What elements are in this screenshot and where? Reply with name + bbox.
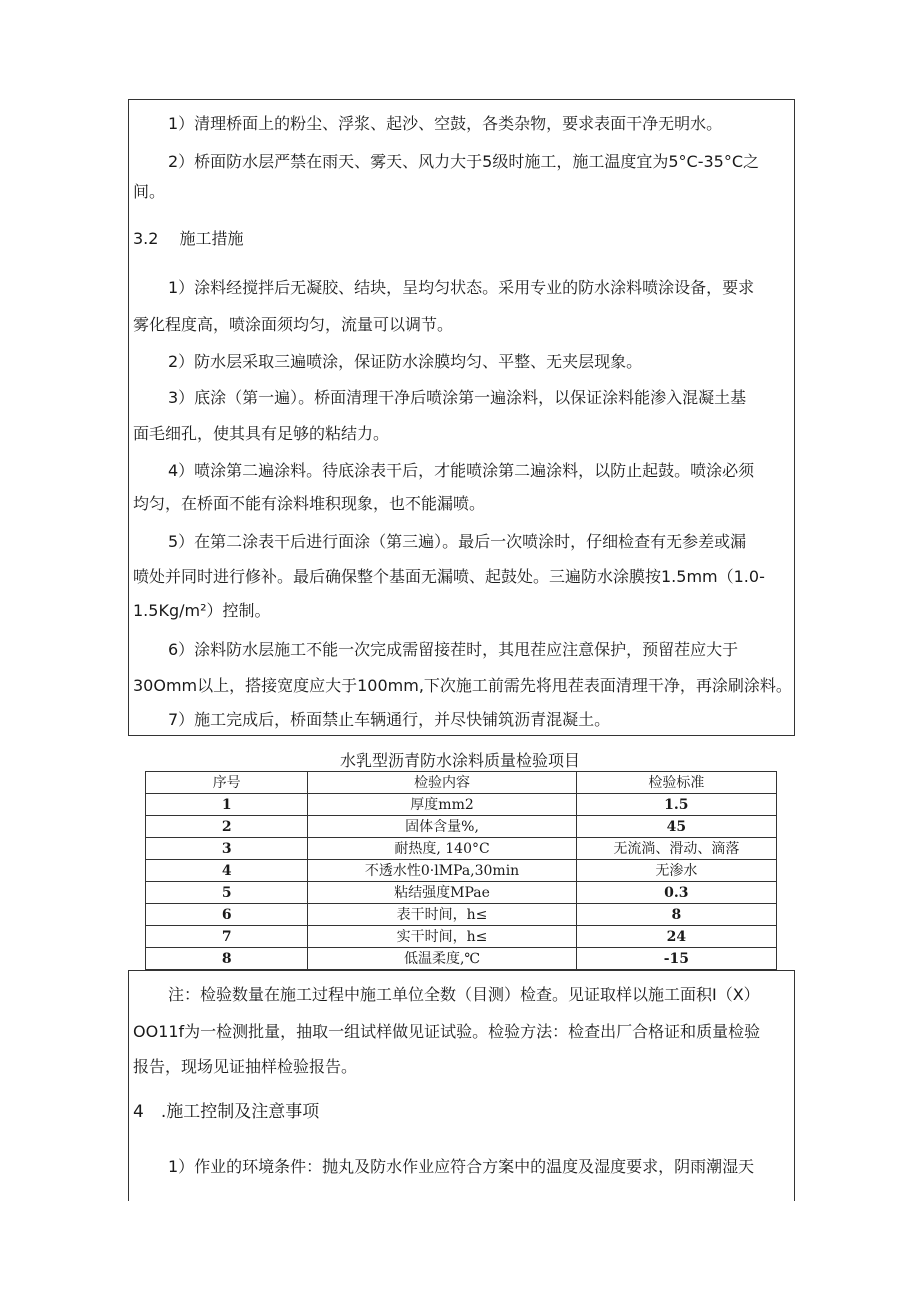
header-standard: 检验标准 [576, 772, 776, 794]
row-content: 表干时间，h≤ [308, 904, 576, 926]
row-standard: 无渗水 [576, 860, 776, 882]
section-heading-3-2: 3.2 施工措施 [133, 229, 244, 248]
table-row [146, 882, 777, 904]
measure-item-4-line2: 均匀，在桥面不能有涂料堆积现象，也不能漏喷。 [133, 494, 486, 513]
note-line-1: 注：检验数量在施工过程中施工单位全数（目测）检查。见证取样以施工面积I（X） [168, 985, 760, 1004]
row-standard: 1.5 [576, 794, 776, 816]
quality-inspection-table [145, 771, 777, 970]
measure-item-2: 2）防水层采取三遍喷涂，保证防水涂膜均匀、平整、无夹层现象。 [168, 352, 643, 371]
table-row [146, 860, 777, 882]
table-row [146, 926, 777, 948]
measure-item-5-line3: 1.5Kg∕m²）控制。 [133, 601, 271, 620]
row-seq: 6 [146, 904, 308, 926]
header-seq: 序号 [146, 772, 308, 794]
row-standard: 0.3 [576, 882, 776, 904]
prep-item-1: 1）清理桥面上的粉尘、浮浆、起沙、空鼓，各类杂物，要求表面干净无明水。 [168, 114, 723, 133]
measure-item-6-line2: 30Omm以上，搭接宽度应大于100mm,下次施工前需先将甩茬表面清理干净，再涂刷涂料。 [133, 676, 792, 695]
measure-item-6-line1: 6）涂料防水层施工不能一次完成需留接茬时，其甩茬应注意保护，预留茬应大于 [168, 640, 739, 659]
measure-item-3-line1: 3）底涂（第一遍）。桥面清理干净后喷涂第一遍涂料，以保证涂料能渗入混凝土基 [168, 388, 747, 407]
row-seq: 7 [146, 926, 308, 948]
table-row [146, 794, 777, 816]
measure-item-1-line1: 1）涂料经搅拌后无凝胶、结块，呈均匀状态。采用专业的防水涂料喷涂设备，要求 [168, 278, 755, 297]
measure-item-4-line1: 4）喷涂第二遍涂料。待底涂表干后，才能喷涂第二遍涂料，以防止起鼓。喷涂必须 [168, 461, 755, 480]
row-seq: 2 [146, 816, 308, 838]
note-line-3: 报告，现场见证抽样检验报告。 [133, 1057, 358, 1076]
row-seq: 3 [146, 838, 308, 860]
measure-item-7: 7）施工完成后，桥面禁止车辆通行，并尽快铺筑沥青混凝土。 [168, 710, 611, 729]
row-standard: 45 [576, 816, 776, 838]
prep-item-2-line2: 间。 [133, 182, 166, 201]
row-content: 不透水性0·lMPa,30min [308, 860, 576, 882]
measure-item-5-line2: 喷处并同时进行修补。最后确保整个基面无漏喷、起鼓处。三遍防水涂膜按1.5mm（1.0- [133, 567, 765, 586]
row-content: 粘结强度MPae [308, 882, 576, 904]
table-row [146, 904, 777, 926]
row-content: 实干时间，h≤ [308, 926, 576, 948]
measure-item-3-line2: 面毛细孔，使其具有足够的粘结力。 [133, 424, 390, 443]
row-standard: 24 [576, 926, 776, 948]
measure-item-5-line1: 5）在第二涂表干后进行面涂（第三遍）。最后一次喷涂时，仔细检查有无参差或漏 [168, 532, 747, 551]
row-standard: 无流淌、滑动、滴落 [576, 838, 776, 860]
table-row [146, 948, 777, 970]
header-content: 检验内容 [308, 772, 576, 794]
row-seq: 1 [146, 794, 308, 816]
table-row [146, 838, 777, 860]
row-seq: 5 [146, 882, 308, 904]
prep-item-2-line1: 2）桥面防水层严禁在雨天、雾天、风力大于5级时施工，施工温度宜为5°C-35°C之 [168, 152, 760, 171]
table-header-row [146, 772, 777, 794]
control-item-1: 1）作业的环境条件：抛丸及防水作业应符合方案中的温度及湿度要求，阴雨潮湿天 [168, 1157, 755, 1176]
note-line-2: OO11f为一检测批量，抽取一组试样做见证试验。检验方法：检查出厂合格证和质量检验 [133, 1022, 761, 1041]
row-content: 低温柔度,℃ [308, 948, 576, 970]
row-content: 耐热度, 140°C [308, 838, 576, 860]
table-caption: 水乳型沥青防水涂料质量检验项目 [339, 751, 580, 770]
row-content: 固体含量%, [308, 816, 576, 838]
row-seq: 8 [146, 948, 308, 970]
row-content: 厚度mm2 [308, 794, 576, 816]
row-standard: 8 [576, 904, 776, 926]
row-standard: -15 [576, 948, 776, 970]
table-row [146, 816, 777, 838]
measure-item-1-line2: 雾化程度高，喷涂面须均匀，流量可以调节。 [133, 315, 454, 334]
section-heading-4: 4 .施工控制及注意事项 [133, 1102, 320, 1122]
row-seq: 4 [146, 860, 308, 882]
